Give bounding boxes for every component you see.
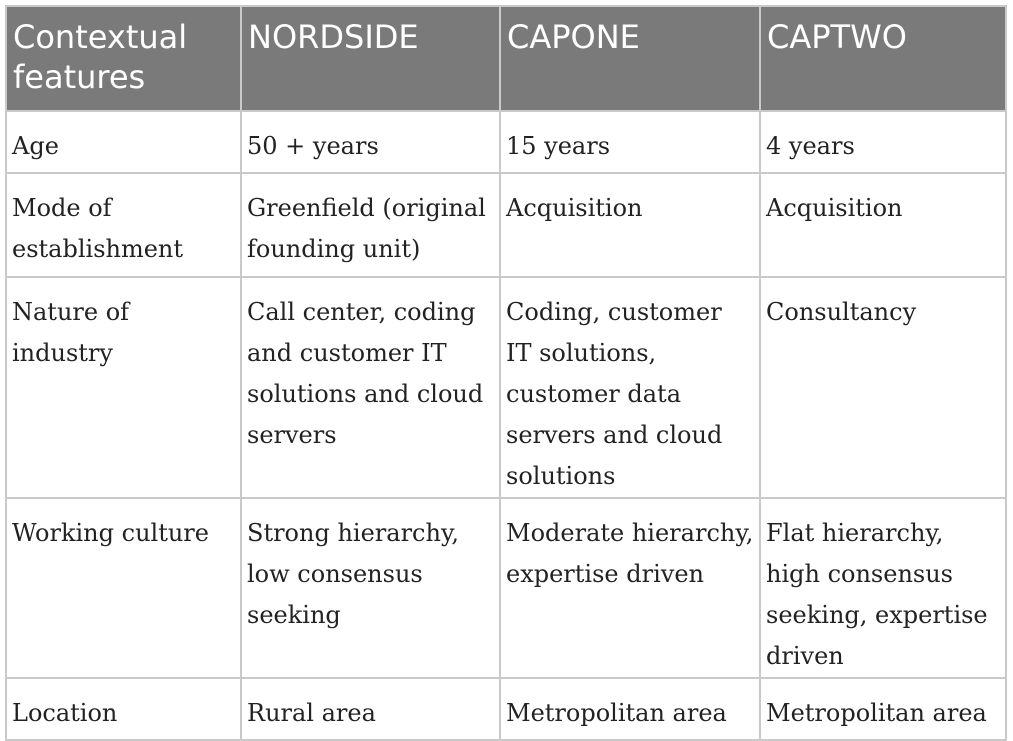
row-mode-of-establishment	[6, 173, 1006, 277]
row-label: Age	[6, 111, 241, 173]
cell-capone: Metropolitan area	[500, 678, 760, 740]
cell-captwo: 4 years	[760, 111, 1006, 173]
cell-nordside: Call center, coding and customer IT solutions and cloud servers	[241, 277, 500, 498]
header-capone: CAPONE	[500, 6, 760, 111]
row-age	[6, 111, 1006, 173]
cell-captwo: Acquisition	[760, 173, 1006, 277]
header-nordside: NORDSIDE	[241, 6, 500, 111]
cell-captwo: Flat hierarchy, high consensus seeking, expertise driven	[760, 498, 1006, 678]
row-label: Nature of industry	[6, 277, 241, 498]
header-captwo: CAPTWO	[760, 6, 1006, 111]
context-table-wrapper	[5, 5, 1005, 741]
cell-nordside: Strong hierarchy, low consensus seeking	[241, 498, 500, 678]
cell-nordside: Rural area	[241, 678, 500, 740]
cell-capone: 15 years	[500, 111, 760, 173]
context-features-table	[5, 5, 1007, 741]
row-nature-of-industry	[6, 277, 1006, 498]
row-location	[6, 678, 1006, 740]
header-contextual-features: Contextual features	[6, 6, 241, 111]
cell-nordside: Greenfield (original founding unit)	[241, 173, 500, 277]
cell-capone: Coding, customer IT solutions, customer data servers and cloud solutions	[500, 277, 760, 498]
row-label: Working culture	[6, 498, 241, 678]
header-row	[6, 6, 1006, 111]
cell-captwo: Metropolitan area	[760, 678, 1006, 740]
row-label: Location	[6, 678, 241, 740]
cell-capone: Acquisition	[500, 173, 760, 277]
row-label: Mode of establishment	[6, 173, 241, 277]
cell-nordside: 50 + years	[241, 111, 500, 173]
row-working-culture	[6, 498, 1006, 678]
cell-captwo: Consultancy	[760, 277, 1006, 498]
cell-capone: Moderate hierarchy, expertise driven	[500, 498, 760, 678]
